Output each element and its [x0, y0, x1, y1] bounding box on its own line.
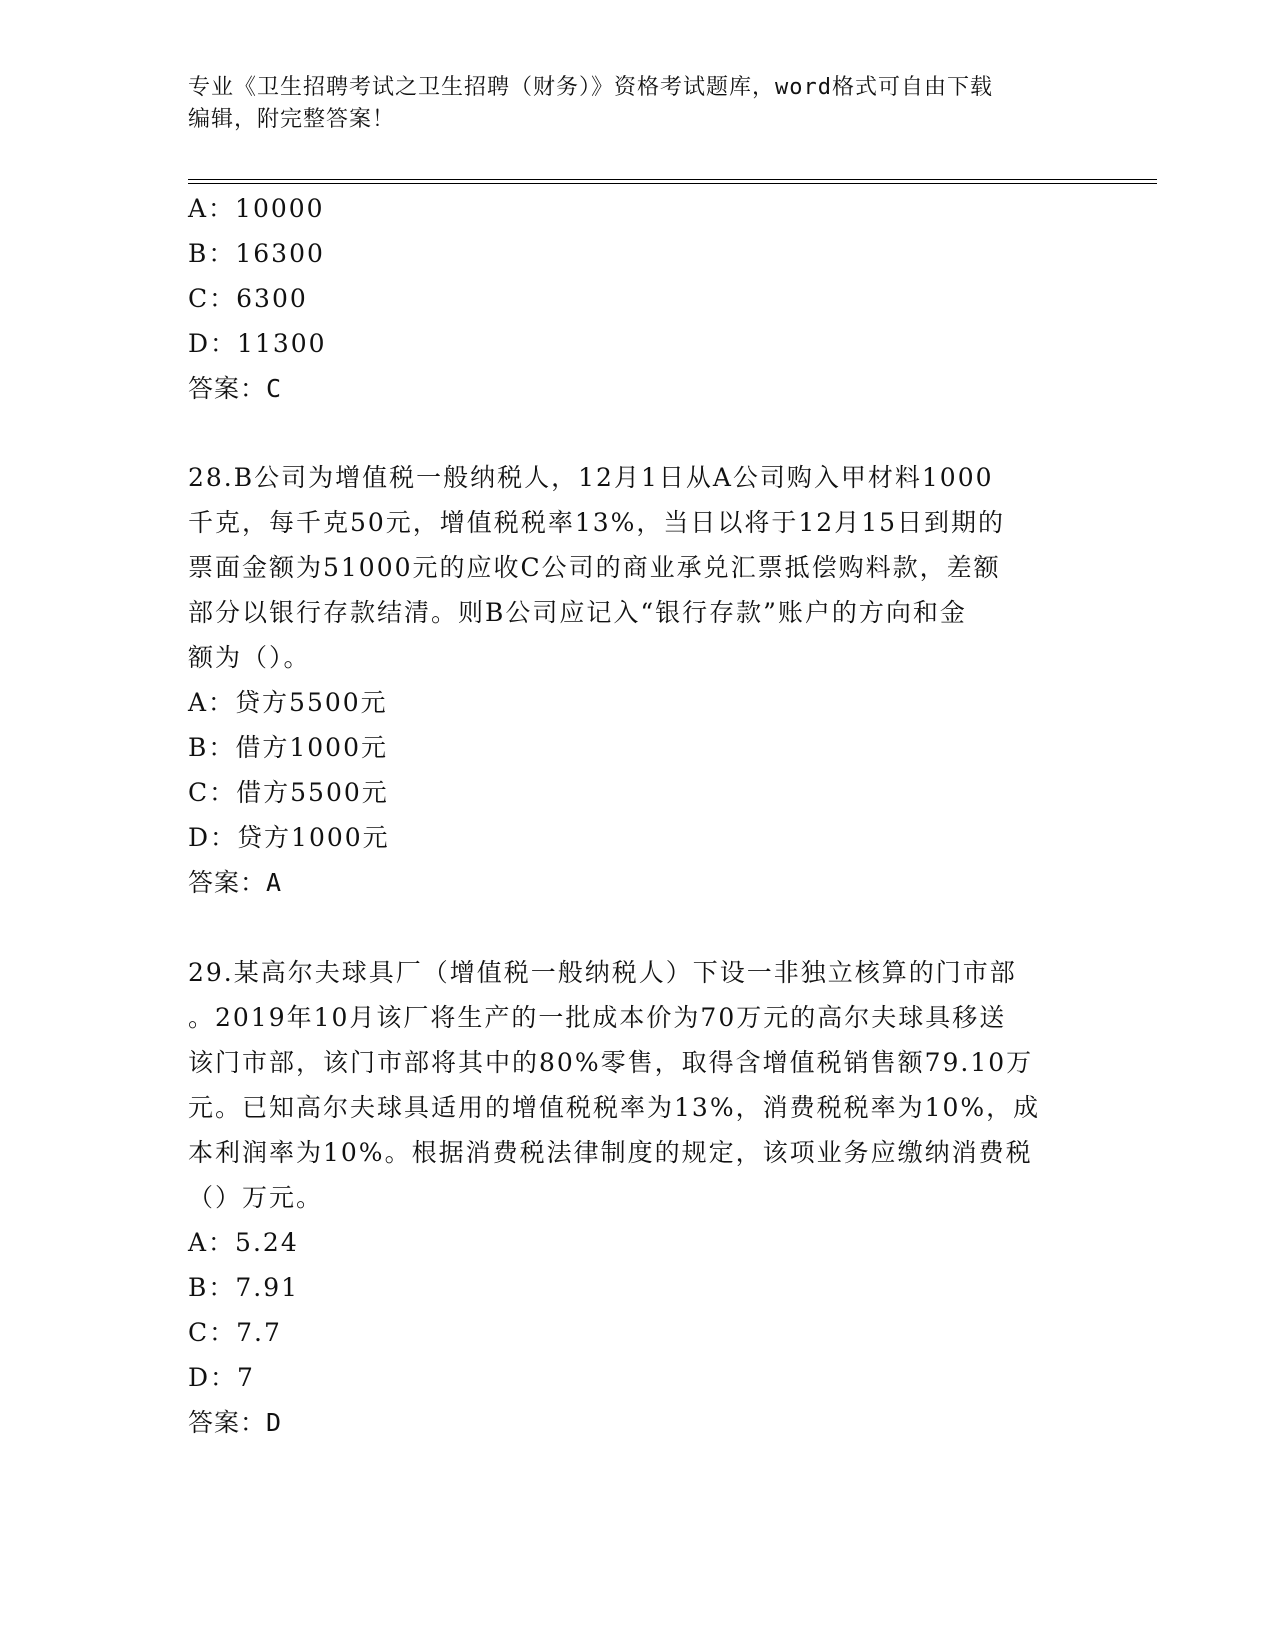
q28-answer-value: A — [266, 868, 283, 897]
q28-stem-line-5: 额为（）。 — [188, 643, 311, 672]
q28-option-d: D：贷方1000元 — [188, 823, 390, 852]
header-divider-bottom — [188, 183, 1157, 184]
q28-option-c: C：借方5500元 — [188, 778, 389, 807]
q27-option-d: D：11300 — [188, 329, 327, 358]
q28-answer-label: 答案： — [188, 868, 267, 897]
q27-option-b: B：16300 — [188, 239, 325, 268]
q29-stem-line-4: 元。已知高尔夫球具适用的增值税税率为13%，消费税税率为10%，成 — [188, 1093, 1041, 1122]
q29-option-d: D：7 — [188, 1363, 255, 1392]
q29-option-c: C：7.7 — [188, 1318, 282, 1347]
q28-option-b: B：借方1000元 — [188, 733, 388, 762]
header-divider-top — [188, 179, 1157, 180]
q29-stem-line-2: 。2019年10月该厂将生产的一批成本价为70万元的高尔夫球具移送 — [188, 1003, 1007, 1032]
q27-option-a: A：10000 — [188, 194, 325, 223]
q29-option-b: B：7.91 — [188, 1273, 300, 1302]
q29-stem-line-6: （）万元。 — [188, 1183, 324, 1212]
q27-answer-value: C — [266, 374, 283, 403]
q29-stem-line-1: 29.某高尔夫球具厂（增值税一般纳税人）下设一非独立核算的门市部 — [188, 958, 1017, 987]
q29-stem-line-5: 本利润率为10%。根据消费税法律制度的规定，该项业务应缴纳消费税 — [188, 1138, 1033, 1167]
q27-answer — [188, 374, 282, 404]
q29-answer-value: D — [266, 1408, 283, 1437]
header-line-1: 专业《卫生招聘考试之卫生招聘（财务）》资格考试题库，word格式可自由下载 — [188, 75, 993, 100]
q29-answer — [188, 1408, 282, 1438]
document-header — [188, 72, 1088, 136]
q28-stem-line-1: 28.B公司为增值税一般纳税人，12月1日从A公司购入甲材料1000 — [188, 463, 994, 492]
header-line-2: 编辑，附完整答案！ — [188, 107, 396, 132]
q27-option-c: C：6300 — [188, 284, 308, 313]
q29-option-a: A：5.24 — [188, 1228, 299, 1257]
q28-answer — [188, 868, 282, 898]
q28-option-a: A：贷方5500元 — [188, 688, 388, 717]
q28-stem-line-2: 千克，每千克50元，增值税税率13%，当日以将于12月15日到期的 — [188, 508, 1006, 537]
q29-stem-line-3: 该门市部，该门市部将其中的80%零售，取得含增值税销售额79.10万 — [188, 1048, 1034, 1077]
q27-answer-label: 答案： — [188, 374, 267, 403]
q29-answer-label: 答案： — [188, 1408, 267, 1437]
q28-stem-line-4: 部分以银行存款结清。则B公司应记入“银行存款”账户的方向和金 — [188, 598, 967, 627]
q28-stem-line-3: 票面金额为51000元的应收C公司的商业承兑汇票抵偿购料款，差额 — [188, 553, 1001, 582]
